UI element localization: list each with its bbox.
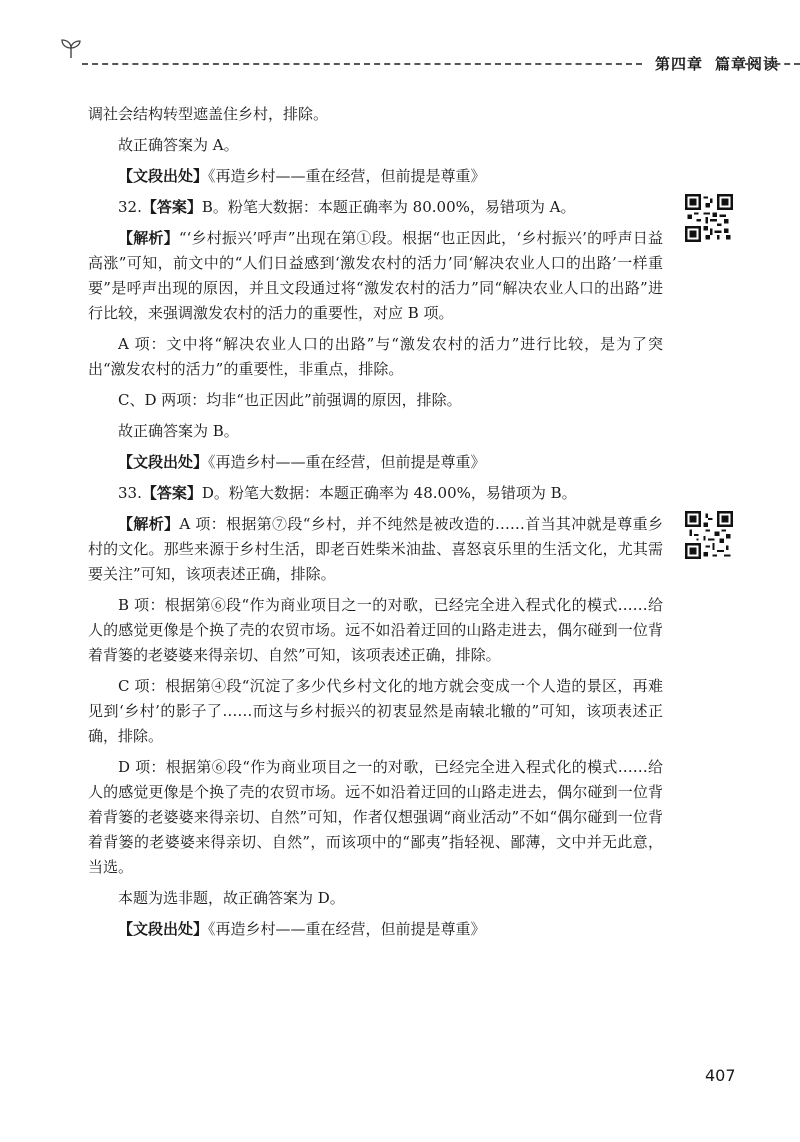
source-title: 《再造乡村——重在经营，但前提是尊重》 <box>208 453 486 471</box>
paragraph <box>88 388 663 413</box>
source-tag: 【文段出处】 <box>118 453 209 471</box>
qr-code-33[interactable] <box>685 511 733 559</box>
answer-text: D。粉笔大数据：本题正确率为 48.00%，易错项为 B。 <box>201 484 577 502</box>
paragraph-text: 故正确答案为 B。 <box>118 422 239 440</box>
answer-line <box>88 481 663 506</box>
paragraph <box>88 886 663 911</box>
source-tag: 【文段出处】 <box>118 920 209 938</box>
paragraph <box>88 332 663 382</box>
paragraph <box>88 133 663 158</box>
header-rule-left <box>82 63 642 65</box>
answer-text: B。粉笔大数据：本题正确率为 80.00%，易错项为 A。 <box>201 198 576 216</box>
source-line <box>88 917 663 942</box>
sprout-icon <box>60 38 82 60</box>
paragraph-text: B 项：根据第⑥段“作为商业项目之一的对歌，已经完全进入程式化的模式……给人的感觉更像是个换了壳的农贸市场。远不如沿着迂回的山路走进去，偶尔碰到一位背着背篓的老婆婆来得亲切、自然”可知，该项表述正确，排除。 <box>88 596 663 664</box>
paragraph-text: C、D 两项：均非“也正因此”前强调的原因，排除。 <box>118 391 462 409</box>
answer-tag: 【答案】 <box>141 484 202 502</box>
source-line <box>88 450 663 475</box>
page-number: 407 <box>705 1066 736 1085</box>
analysis-paragraph <box>88 226 663 326</box>
paragraph-text: D 项：根据第⑥段“作为商业项目之一的对歌，已经完全进入程式化的模式……给人的感觉更像是个换了壳的农贸市场。远不如沿着迂回的山路走进去，偶尔碰到一位背着背篓的老婆婆来得亲切、自然”可知，作者仅想强调“商业活动”不如“偶尔碰到一位背着背篓的老婆婆来得亲切、自然”，而该项中的“鄙夷”指轻视、鄙薄，文中并无此意，当选。 <box>88 758 663 876</box>
paragraph <box>88 419 663 444</box>
answer-tag: 【答案】 <box>141 198 202 216</box>
analysis-text: A 项：根据第⑦段“乡村，并不纯然是被改造的……首当其冲就是尊重乡村的文化。那些来源于乡村生活，即老百姓柴米油盐、喜怒哀乐里的生活文化，尤其需要关注”可知，该项表述正确，排除。 <box>88 515 663 583</box>
page-header <box>60 38 780 78</box>
paragraph-text: C 项：根据第④段“沉淀了多少代乡村文化的地方就会变成一个人造的景区，再难见到‘乡村’的影子了……而这与乡村振兴的初衷显然是南辕北辙的”可知，该项表述正确，排除。 <box>88 677 663 745</box>
header-rule-right <box>745 63 800 65</box>
analysis-tag: 【解析】 <box>118 229 179 247</box>
qr-code-32[interactable] <box>685 194 733 242</box>
paragraph <box>88 674 663 749</box>
answer-line <box>88 195 663 220</box>
paragraph-text: A 项：文中将“解决农业人口的出路”与“激发农村的活力”进行比较，是为了突出“激发农村的活力”的重要性，非重点，排除。 <box>88 335 663 378</box>
question-number: 32. <box>118 198 142 216</box>
source-line <box>88 164 663 189</box>
analysis-tag: 【解析】 <box>118 515 180 533</box>
chapter-number: 第四章 <box>655 55 704 73</box>
chapter-title: 篇章阅读 <box>715 55 780 73</box>
paragraph <box>88 102 663 127</box>
paragraph <box>88 755 663 880</box>
analysis-paragraph <box>88 512 663 587</box>
source-title: 《再造乡村——重在经营，但前提是尊重》 <box>208 167 486 185</box>
paragraph-text: 故正确答案为 A。 <box>118 136 239 154</box>
qr-code-icon <box>685 511 733 559</box>
source-title: 《再造乡村——重在经营，但前提是尊重》 <box>208 920 486 938</box>
qr-code-icon <box>685 194 733 242</box>
question-number: 33. <box>118 484 142 502</box>
source-tag: 【文段出处】 <box>118 167 209 185</box>
page-body <box>88 102 663 948</box>
paragraph <box>88 593 663 668</box>
analysis-text: “‘乡村振兴’呼声”出现在第①段。根据“也正因此，‘乡村振兴’的呼声日益高涨”可知，前文中的“人们日益感到‘激发农村的活力’同‘解决农业人口的出路’一样重要”是呼声出现的原因，并且文段通过将“激发农村的活力”同“解决农业人口的出路”进行比较，来强调激发农村的活力的重要性，对应 B 项。 <box>88 229 663 322</box>
paragraph-text: 调社会结构转型遮盖住乡村，排除。 <box>88 105 329 123</box>
paragraph-text: 本题为选非题，故正确答案为 D。 <box>118 889 345 907</box>
